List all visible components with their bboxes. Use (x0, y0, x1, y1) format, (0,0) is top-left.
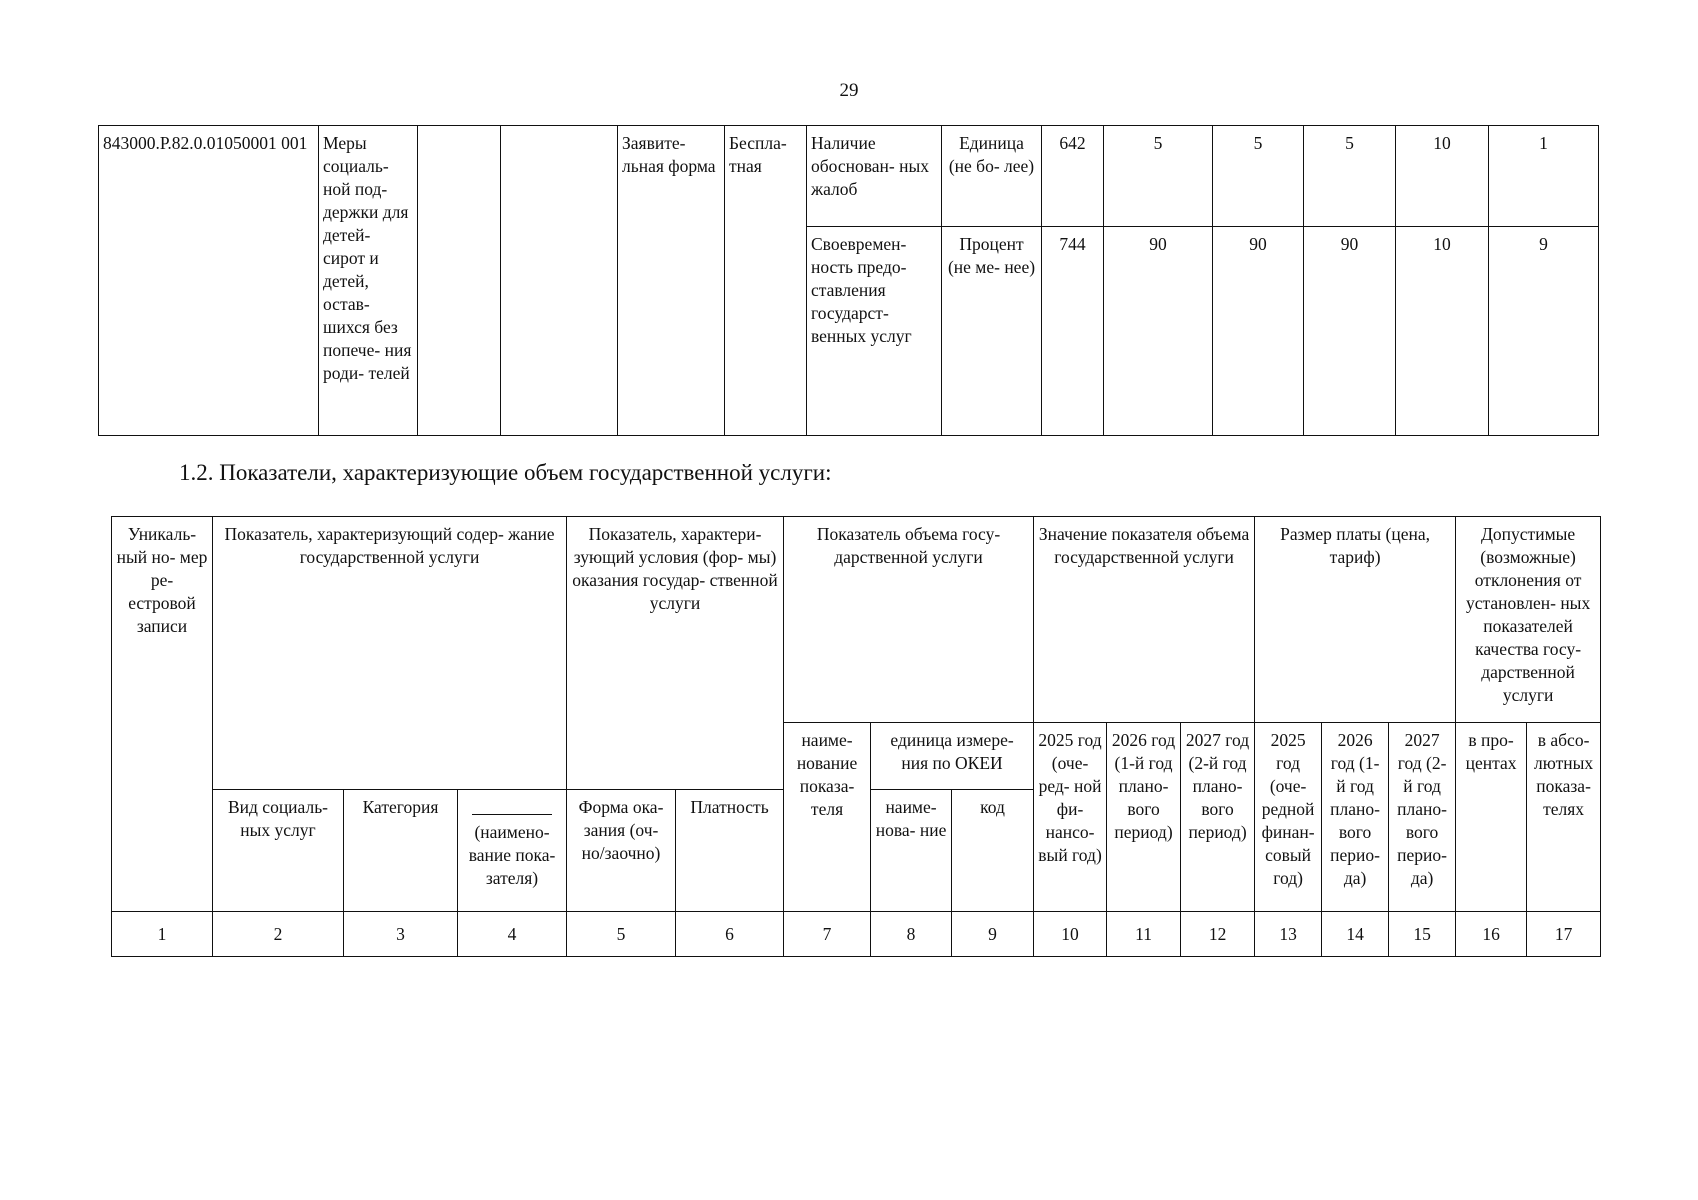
header-indicator-name-blank (458, 790, 567, 912)
header-social-service-type: Вид социаль- ных услуг (213, 790, 344, 912)
header-conditions-indicator: Показатель, характери- зующий условия (фор- мы) оказания государ- ственной услуги (567, 517, 784, 790)
indicator-unit: Единица (не бо- лее) (942, 126, 1042, 227)
blank-line (472, 796, 552, 815)
column-number: 3 (344, 912, 458, 957)
column-number: 5 (567, 912, 676, 957)
indicator-unit: Процент (не ме- нее) (942, 227, 1042, 436)
indicator-name: Наличие обоснован- ных жалоб (807, 126, 942, 227)
indicator-value-2026: 90 (1213, 227, 1304, 436)
registry-number: 843000.Р.82.0.01050001 001 (99, 126, 319, 436)
header-fee-2026: 2026 год (1-й год плано- вого перио- да) (1322, 723, 1389, 912)
column-number: 6 (676, 912, 784, 957)
indicator-value-2026: 5 (1213, 126, 1304, 227)
header-registry-number: Уникаль- ный но- мер ре- естровой записи (112, 517, 213, 912)
column-number: 9 (952, 912, 1034, 957)
header-value-2025: 2025 год (оче- ред- ной фи- нансо- вый год) (1034, 723, 1107, 912)
header-fee-2027: 2027 год (2-й год плано- вого перио- да) (1389, 723, 1456, 912)
header-deviation-pct: в про- центах (1456, 723, 1527, 912)
header-value-2026: 2026 год (1-й год плано- вого период) (1107, 723, 1181, 912)
quality-indicators-table (98, 125, 1599, 436)
header-category: Категория (344, 790, 458, 912)
indicator-code: 642 (1042, 126, 1104, 227)
header-unit-okei: единица измере- ния по ОКЕИ (871, 723, 1034, 790)
header-unit-name: наиме- нова- ние (871, 790, 952, 912)
column-number: 15 (1389, 912, 1456, 957)
indicator-value-2025: 90 (1104, 227, 1213, 436)
service-form: Заявите- льная форма (618, 126, 725, 436)
header-deviation-abs: в абсо- лютных показа- телях (1527, 723, 1601, 912)
column-number: 8 (871, 912, 952, 957)
indicator-deviation-pct: 10 (1396, 126, 1489, 227)
page-number: 29 (839, 80, 859, 101)
service-payment: Бесплa- тная (725, 126, 807, 436)
indicator-deviation-abs: 9 (1489, 227, 1599, 436)
header-fee: Размер платы (цена, тариф) (1255, 517, 1456, 723)
column-number: 7 (784, 912, 871, 957)
column-number: 11 (1107, 912, 1181, 957)
header-volume-value: Значение показателя объема государственной услуги (1034, 517, 1255, 723)
column-number: 2 (213, 912, 344, 957)
column-number: 16 (1456, 912, 1527, 957)
section-title: 1.2. Показатели, характеризующие объем государственной услуги: (179, 460, 832, 485)
service-name: Меры социаль- ной под- держки для детей- сирот и детей, остав- шихся без попече- ния роди- телей (319, 126, 418, 436)
indicator-code: 744 (1042, 227, 1104, 436)
header-indicator-name: наиме- нование показа- теля (784, 723, 871, 912)
indicator-value-2027: 5 (1304, 126, 1396, 227)
column-number: 17 (1527, 912, 1601, 957)
column-number: 14 (1322, 912, 1389, 957)
column-number: 10 (1034, 912, 1107, 957)
indicator-deviation-pct: 10 (1396, 227, 1489, 436)
header-delivery-form: Форма ока- зания (оч- но/заочно) (567, 790, 676, 912)
header-unit-code: код (952, 790, 1034, 912)
empty-cell-4 (501, 126, 618, 436)
header-value-2027: 2027 год (2-й год плано- вого период) (1181, 723, 1255, 912)
header-fee-2025: 2025 год (оче- редной финан- совый год) (1255, 723, 1322, 912)
column-number: 13 (1255, 912, 1322, 957)
header-content-indicator: Показатель, характеризующий содер- жание государственной услуги (213, 517, 567, 790)
indicator-deviation-abs: 1 (1489, 126, 1599, 227)
header-indicator-name-label: (наимено- вание пока- зателя) (468, 822, 556, 888)
header-payment: Платность (676, 790, 784, 912)
column-number: 1 (112, 912, 213, 957)
indicator-name: Своевремен- ность предо- ставления государст- венных услуг (807, 227, 942, 436)
column-number: 12 (1181, 912, 1255, 957)
column-number: 4 (458, 912, 567, 957)
header-volume-indicator: Показатель объема госу- дарственной услуги (784, 517, 1034, 723)
header-deviations: Допустимые (возможные) отклонения от установлен- ных показателей качества госу- дарственной услуги (1456, 517, 1601, 723)
empty-cell-3 (418, 126, 501, 436)
indicator-value-2027: 90 (1304, 227, 1396, 436)
volume-indicators-table (111, 516, 1601, 957)
indicator-value-2025: 5 (1104, 126, 1213, 227)
